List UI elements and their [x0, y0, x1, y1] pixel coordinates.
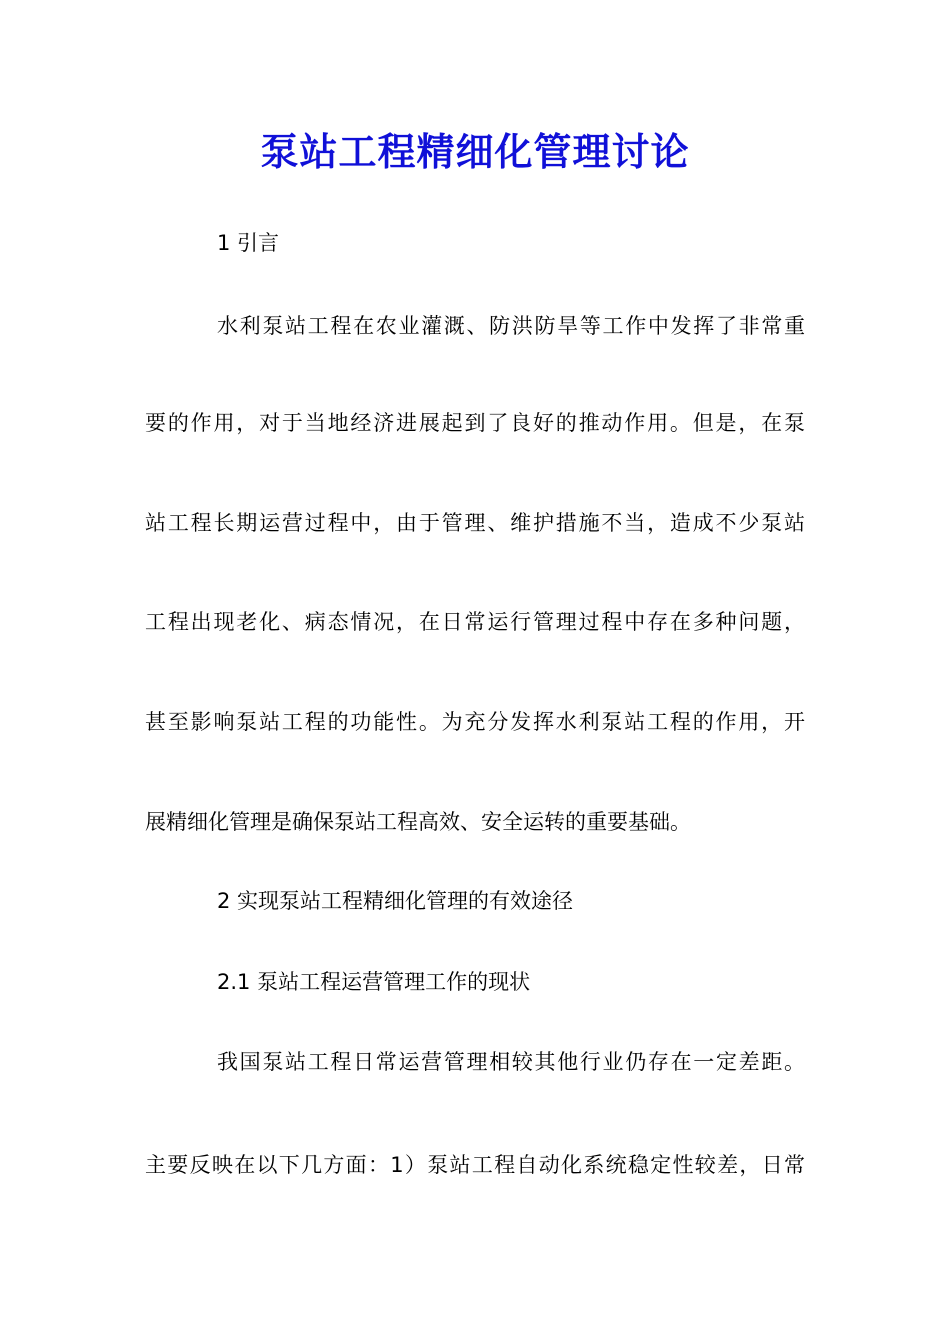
paragraph-line: 甚至影响泵站工程的功能性。为充分发挥水利泵站工程的作用，开 [145, 710, 805, 734]
document-title: 泵站工程精细化管理讨论 [260, 129, 690, 174]
paragraph-line: 主要反映在以下几方面：1）泵站工程自动化系统稳定性较差，日常 [145, 1153, 805, 1177]
paragraph-line: 我国泵站工程日常运营管理相较其他行业仍存在一定差距。 [217, 1050, 805, 1074]
paragraph-line: 站工程长期运营过程中，由于管理、维护措施不当，造成不少泵站 [145, 511, 805, 535]
section-heading-2: 2 实现泵站工程精细化管理的有效途径 [217, 889, 574, 913]
paragraph-line: 展精细化管理是确保泵站工程高效、安全运转的重要基础。 [145, 810, 691, 834]
subsection-heading-2-1: 2.1 泵站工程运营管理工作的现状 [217, 970, 531, 994]
paragraph-line: 工程出现老化、病态情况，在日常运行管理过程中存在多种问题， [145, 610, 805, 634]
paragraph-line: 水利泵站工程在农业灌溉、防洪防旱等工作中发挥了非常重 [217, 314, 805, 338]
section-heading-intro: 1 引言 [217, 231, 280, 255]
paragraph-line: 要的作用，对于当地经济进展起到了良好的推动作用。但是，在泵 [145, 411, 805, 435]
